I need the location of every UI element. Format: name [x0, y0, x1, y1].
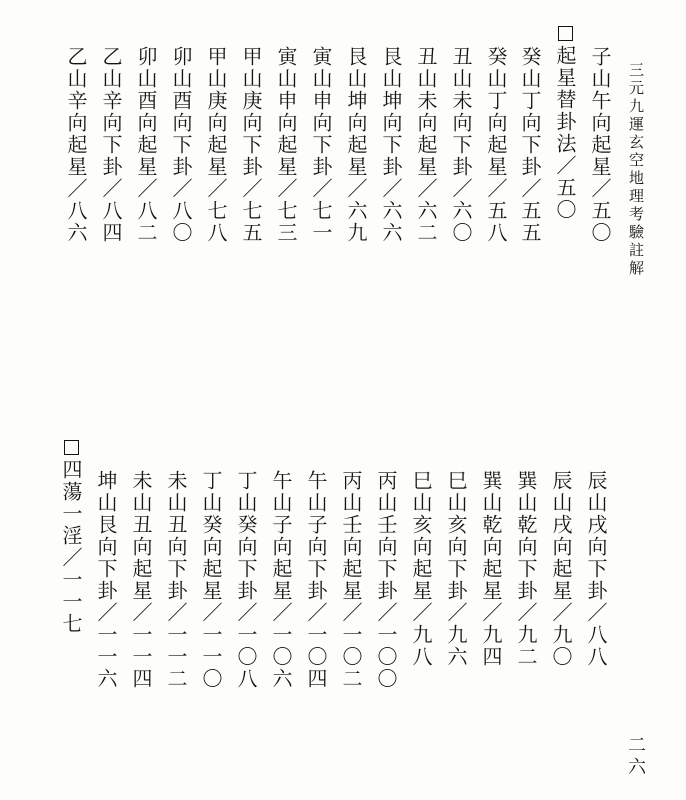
toc-entry: 未山丑向下卦／一一二	[164, 470, 188, 690]
toc-entry: 辰山戌向下卦／八八	[584, 470, 608, 668]
toc-entry: 乙山辛向下卦／八四	[99, 46, 123, 244]
page-number: 二六	[625, 735, 646, 779]
toc-entry: 甲山庚向下卦／七五	[239, 46, 263, 244]
toc-entry: 辰山戌向起星／九〇	[549, 470, 573, 668]
toc-entry: 巳山亥向起星／九八	[409, 470, 433, 668]
toc-entry: 丑山未向下卦／六〇	[449, 46, 473, 244]
toc-entry: 坤山艮向下卦／一一六	[94, 470, 118, 690]
section-box-icon	[64, 440, 79, 455]
section-heading: 起星替卦法／五〇	[553, 45, 577, 221]
toc-entry: 卯山酉向起星／八二	[134, 46, 158, 244]
toc-entry: 癸山丁向起星／五八	[484, 46, 508, 244]
toc-entry: 未山丑向起星／一一四	[129, 470, 153, 690]
toc-entry: 巽山乾向下卦／九二	[514, 470, 538, 668]
toc-entry: 丙山壬向起星／一〇二	[339, 470, 363, 690]
toc-entry: 寅山申向起星／七三	[274, 46, 298, 244]
toc-entry: 丁山癸向下卦／一〇八	[234, 470, 258, 690]
toc-entry-section	[552, 26, 578, 221]
toc-entry: 巽山乾向起星／九四	[479, 470, 503, 668]
toc-entry: 午山子向起星／一〇六	[269, 470, 293, 690]
toc-entry: 乙山辛向起星／八六	[64, 46, 88, 244]
toc-entry: 子山午向起星／五〇	[588, 46, 612, 244]
toc-entry: 巳山亥向下卦／九六	[444, 470, 468, 668]
toc-entry: 艮山坤向下卦／六六	[379, 46, 403, 244]
section-heading: 四蕩一淫／一一七	[59, 459, 83, 635]
toc-entry: 丙山壬向下卦／一〇〇	[374, 470, 398, 690]
toc-entry: 寅山申向下卦／七一	[309, 46, 333, 244]
toc-entry: 癸山丁向下卦／五五	[518, 46, 542, 244]
toc-entry: 甲山庚向起星／七八	[204, 46, 228, 244]
toc-entry: 午山子向下卦／一〇四	[304, 470, 328, 690]
toc-entry: 丁山癸向起星／一一〇	[199, 470, 223, 690]
section-box-icon	[558, 26, 573, 41]
toc-entry: 卯山酉向下卦／八〇	[169, 46, 193, 244]
toc-entry: 艮山坤向起星／六九	[344, 46, 368, 244]
running-header: 三元九運玄空地理考驗註解	[627, 62, 645, 278]
toc-entry: 丑山未向起星／六二	[414, 46, 438, 244]
toc-entry-section	[58, 440, 84, 635]
